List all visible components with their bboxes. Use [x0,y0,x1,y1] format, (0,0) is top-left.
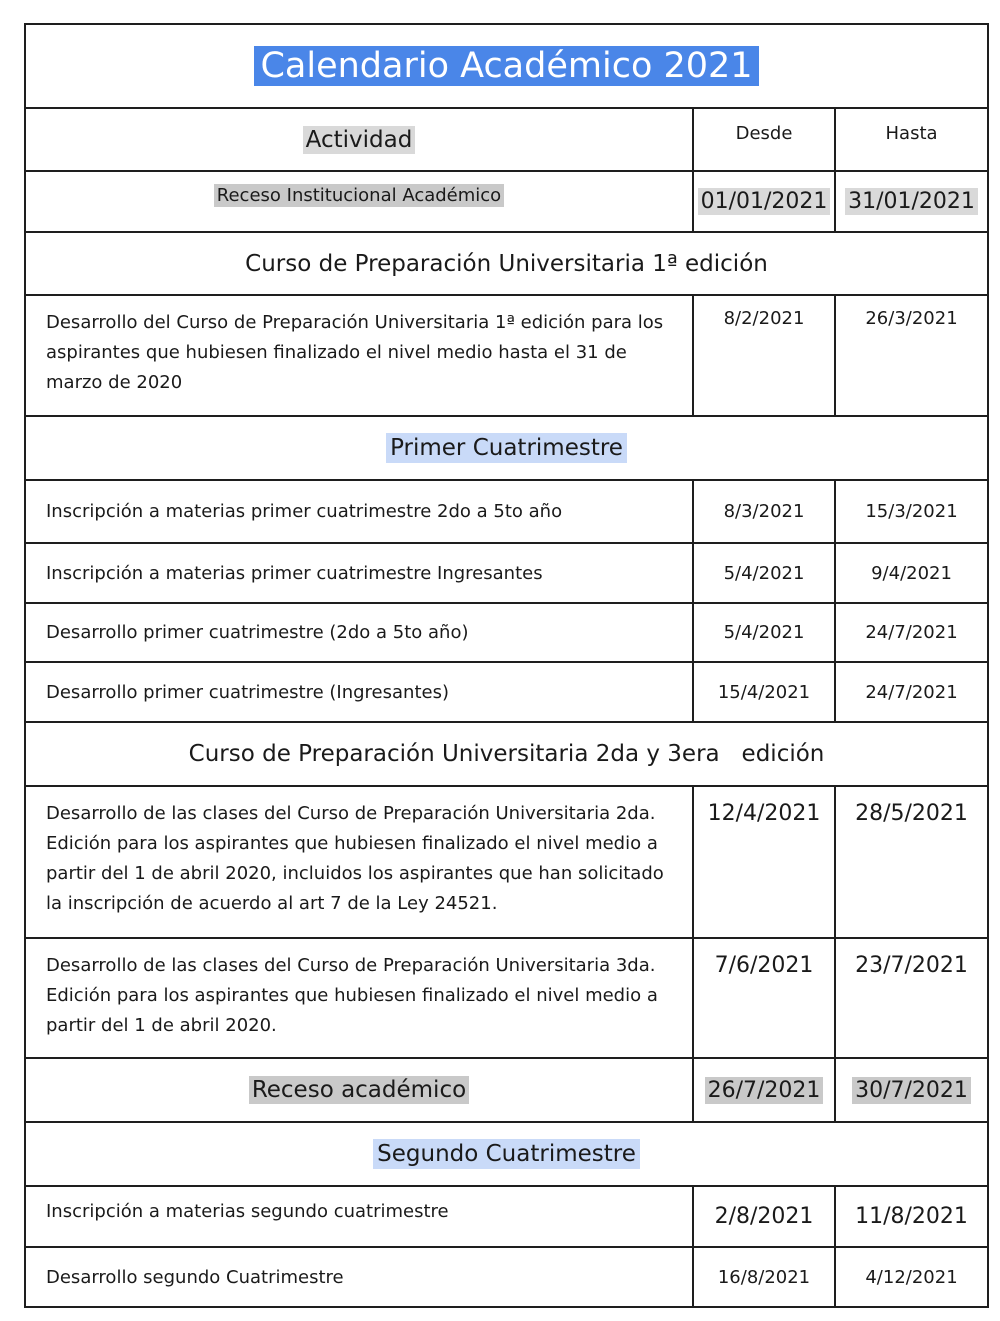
table-row [25,171,988,232]
table-row [25,662,988,722]
desde-value: 5/4/2021 [693,543,835,603]
activity-text: Desarrollo primer cuatrimestre (Ingresantes) [25,662,693,722]
desde-cell [693,171,835,232]
activity-text: Receso Institucional Académico [214,184,504,207]
section-heading-segundo: Segundo Cuatrimestre [373,1139,640,1169]
hasta-cell [835,171,988,232]
activity-cell [25,1058,693,1122]
desde-value: 12/4/2021 [693,786,835,938]
header-hasta: Hasta [835,108,988,171]
page-title: Calendario Académico 2021 [254,46,758,86]
activity-text: Desarrollo primer cuatrimestre (2do a 5to año) [25,603,693,662]
hasta-value: 4/12/2021 [835,1247,988,1307]
header-row [25,108,988,171]
hasta-cell [835,1058,988,1122]
hasta-value: 28/5/2021 [835,786,988,938]
table-row [25,603,988,662]
desde-value: 01/01/2021 [698,188,831,215]
section-row [25,232,988,295]
desde-value: 8/3/2021 [693,480,835,543]
activity-cell [25,171,693,232]
activity-text: Desarrollo de las clases del Curso de Preparación Universitaria 3da. Edición para los aspirantes que hubiesen finalizado el nivel medio a partir del 1 de abril 2020. [25,938,693,1058]
hasta-value: 24/7/2021 [835,662,988,722]
table-row [25,938,988,1058]
section-row [25,722,988,786]
desde-value: 2/8/2021 [693,1186,835,1247]
activity-text: Desarrollo del Curso de Preparación Universitaria 1ª edición para los aspirantes que hubiesen finalizado el nivel medio hasta el 31 de marzo de 2020 [25,295,693,416]
section-heading-cpu23: Curso de Preparación Universitaria 2da y 3era edición [25,722,988,786]
section-cell [25,416,988,480]
activity-text: Inscripción a materias primer cuatrimestre 2do a 5to año [25,480,693,543]
desde-value: 5/4/2021 [693,603,835,662]
activity-text: Receso académico [249,1076,469,1104]
section-heading-cpu1: Curso de Preparación Universitaria 1ª edición [25,232,988,295]
table-row [25,480,988,543]
desde-cell [693,1058,835,1122]
calendar-table [24,23,989,1308]
desde-value: 7/6/2021 [693,938,835,1058]
section-cell [25,1122,988,1186]
header-actividad: Actividad [303,126,416,154]
table-row [25,543,988,603]
hasta-value: 11/8/2021 [835,1186,988,1247]
hasta-value: 23/7/2021 [835,938,988,1058]
section-row [25,1122,988,1186]
desde-value: 8/2/2021 [693,295,835,416]
hasta-value: 15/3/2021 [835,480,988,543]
hasta-value: 24/7/2021 [835,603,988,662]
hasta-value: 9/4/2021 [835,543,988,603]
header-desde: Desde [693,108,835,171]
hasta-value: 26/3/2021 [835,295,988,416]
title-row [25,24,988,108]
section-heading-primer: Primer Cuatrimestre [386,433,627,463]
title-cell [25,24,988,108]
section-row [25,416,988,480]
table-row [25,786,988,938]
table-row [25,1186,988,1247]
table-row [25,1247,988,1307]
activity-text: Inscripción a materias segundo cuatrimestre [25,1186,693,1247]
table-row [25,1058,988,1122]
desde-value: 26/7/2021 [705,1077,824,1104]
table-row [25,295,988,416]
hasta-value: 31/01/2021 [845,188,978,215]
desde-value: 16/8/2021 [693,1247,835,1307]
header-actividad-cell [25,108,693,171]
activity-text: Desarrollo segundo Cuatrimestre [25,1247,693,1307]
hasta-value: 30/7/2021 [852,1077,971,1104]
activity-text: Inscripción a materias primer cuatrimestre Ingresantes [25,543,693,603]
activity-text: Desarrollo de las clases del Curso de Preparación Universitaria 2da. Edición para los aspirantes que hubiesen finalizado el nivel medio a partir del 1 de abril 2020, incluidos los aspirantes que han solicitado la inscripción de acuerdo al art 7 de la Ley 24521. [25,786,693,938]
desde-value: 15/4/2021 [693,662,835,722]
